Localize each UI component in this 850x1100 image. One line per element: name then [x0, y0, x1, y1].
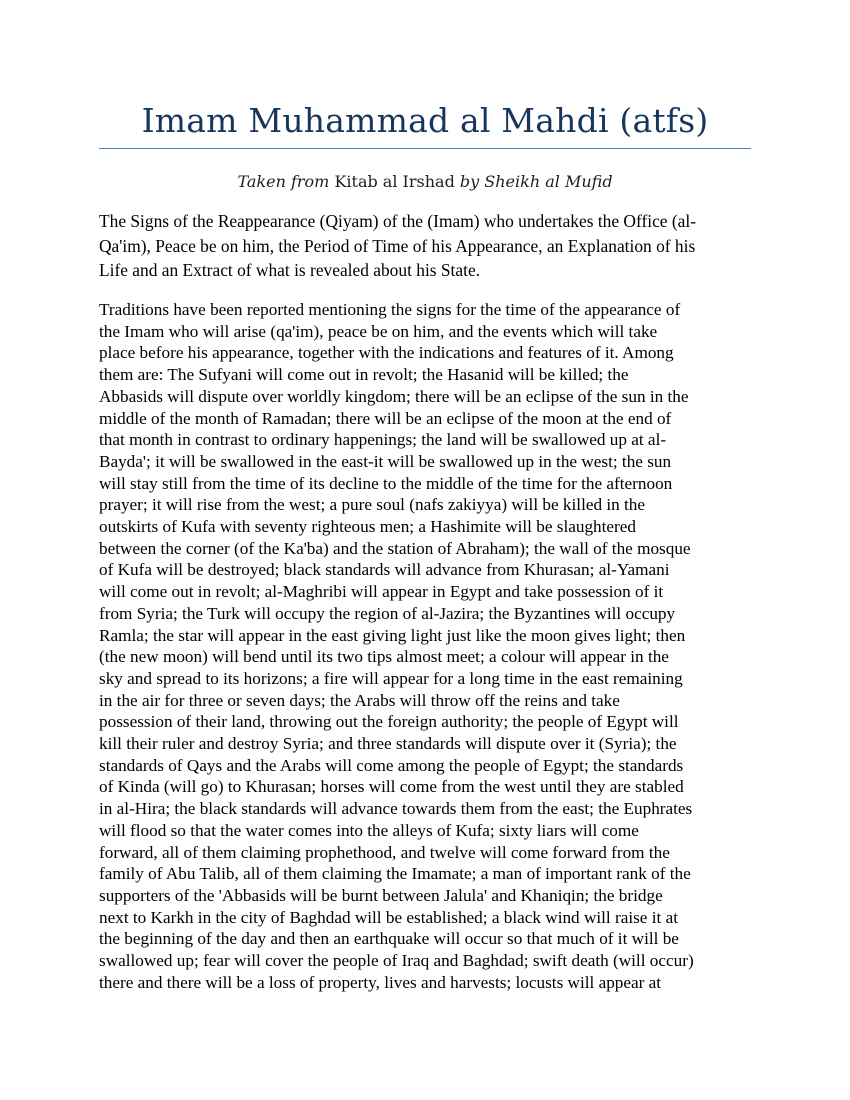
subtitle-prefix: Taken from [237, 172, 330, 191]
intro-line: Life and an Extract of what is revealed about his State. [99, 260, 481, 280]
body-line: in the air for three or seven days; the Arabs will throw off the reins and take [99, 690, 620, 710]
body-line: family of Abu Talib, all of them claiming the Imamate; a man of important rank of the [99, 864, 691, 884]
body-line: Abbasids will dispute over worldly kingdom; there will be an eclipse of the sun in the [99, 386, 689, 406]
body-line: Ramla; the star will appear in the east giving light just like the moon gives light; then [99, 625, 686, 645]
document-title: Imam Muhammad al Mahdi (atfs) [141, 101, 709, 140]
body-line: Traditions have been reported mentioning the signs for the time of the appearance of [99, 300, 681, 319]
intro-line: The Signs of the Reappearance (Qiyam) of the (Imam) who undertakes the Office (al- [99, 211, 697, 231]
body-line: standards of Qays and the Arabs will come among the people of Egypt; the standards [99, 755, 684, 775]
body-line: that month in contrast to ordinary happenings; the land will be swallowed up at al- [99, 430, 667, 450]
subtitle-author: Sheikh al Mufid [484, 172, 613, 191]
body-line: forward, all of them claiming prophethood, and twelve will come forward from the [99, 842, 670, 862]
body-line: of Kinda (will go) to Khurasan; horses will come from the west until they are stabled [99, 777, 684, 797]
body-line: between the corner (of the Ka'ba) and the station of Abraham); the wall of the mosque [99, 538, 691, 558]
body-paragraph [99, 299, 754, 994]
intro-paragraph [99, 209, 754, 283]
body-line: middle of the month of Ramadan; there will be an eclipse of the moon at the end of [99, 408, 672, 428]
document-subtitle [99, 170, 751, 194]
body-line: the beginning of the day and then an earthquake will occur so that much of it will be [99, 929, 679, 949]
body-line: swallowed up; fear will cover the people of Iraq and Baghdad; swift death (will occur) [99, 951, 694, 971]
body-line: kill their ruler and destroy Syria; and three standards will dispute over it (Syria); the [99, 734, 677, 754]
body-line: of Kufa will be destroyed; black standards will advance from Khurasan; al-Yamani [99, 560, 670, 580]
body-line: in al-Hira; the black standards will advance towards them from the east; the Euphrates [99, 799, 693, 819]
body-line: supporters of the 'Abbasids will be burnt between Jalula' and Khaniqin; the bridge [99, 885, 663, 905]
body-line: them are: The Sufyani will come out in revolt; the Hasanid will be killed; the [99, 365, 629, 385]
body-line: the Imam who will arise (qa'im), peace be on him, and the events which will take [99, 321, 658, 341]
body-line: possession of their land, throwing out the foreign authority; the people of Egypt will [99, 712, 679, 732]
body-line: place before his appearance, together with the indications and features of it. Among [99, 343, 674, 363]
body-line: will stay still from the time of its decline to the middle of the time for the afternoon [99, 473, 673, 493]
subtitle-book: Kitab al Irshad [334, 172, 455, 191]
body-line: will flood so that the water comes into the alleys of Kufa; sixty liars will come [99, 820, 639, 840]
body-line: Bayda'; it will be swallowed in the east-it will be swallowed up in the west; the sun [99, 451, 672, 471]
body-line: next to Karkh in the city of Baghdad will be established; a black wind will raise it at [99, 907, 678, 927]
body-line: (the new moon) will bend until its two tips almost meet; a colour will appear in the [99, 647, 669, 667]
body-line: there and there will be a loss of property, lives and harvests; locusts will appear at [99, 972, 662, 992]
body-line: will come out in revolt; al-Maghribi will appear in Egypt and take possession of it [99, 582, 664, 602]
body-line: prayer; it will rise from the west; a pure soul (nafs zakiyya) will be killed in the [99, 495, 646, 515]
title-underline [99, 148, 751, 149]
body-line: outskirts of Kufa with seventy righteous men; a Hashimite will be slaughtered [99, 517, 637, 537]
subtitle-middle: by [459, 172, 480, 191]
intro-line: Qa'im), Peace be on him, the Period of Time of his Appearance, an Explanation of his [99, 235, 696, 256]
body-line: sky and spread to its horizons; a fire will appear for a long time in the east remaining [99, 668, 683, 688]
body-line: from Syria; the Turk will occupy the region of al-Jazira; the Byzantines will occupy [99, 603, 676, 623]
